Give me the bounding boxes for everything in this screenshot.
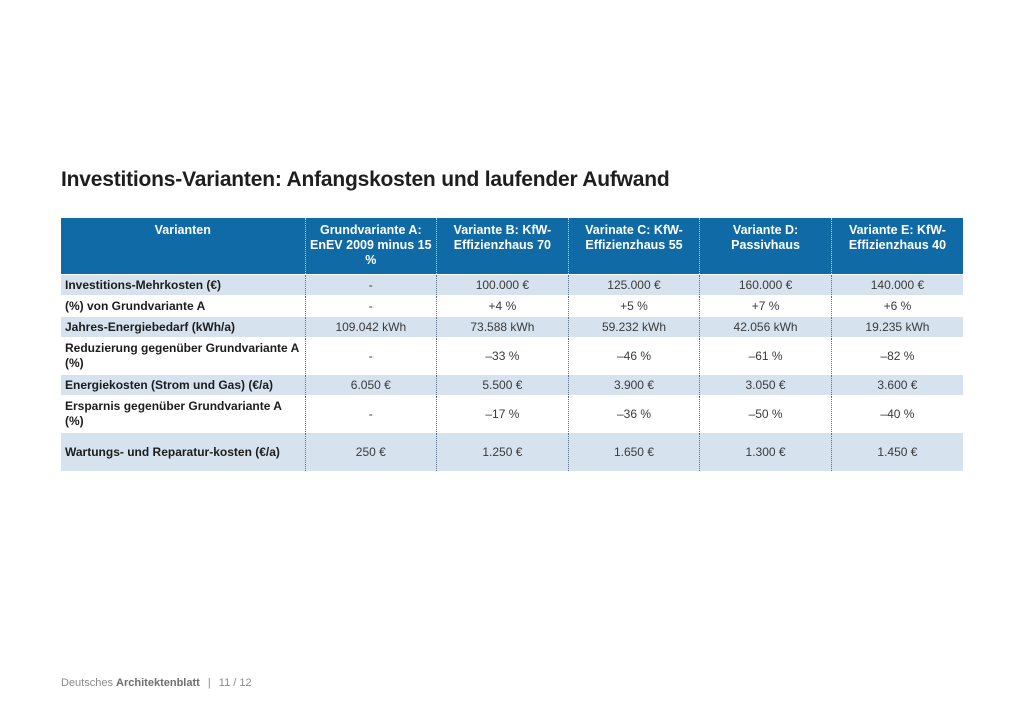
- table-cell: 73.588 kWh: [437, 317, 569, 338]
- table-cell: 140.000 €: [831, 275, 963, 296]
- table-cell: 1.450 €: [831, 433, 963, 472]
- table-cell: –61 %: [700, 338, 832, 375]
- table-cell: –40 %: [831, 396, 963, 433]
- column-header-variante-b: Variante B: KfW-Effizienzhaus 70: [437, 218, 569, 275]
- row-label: (%) von Grundvariante A: [61, 296, 305, 317]
- column-header-varianten: Varianten: [61, 218, 305, 275]
- table-cell: 109.042 kWh: [305, 317, 437, 338]
- table-cell: 125.000 €: [568, 275, 700, 296]
- table-cell: 5.500 €: [437, 375, 569, 396]
- page-footer: [61, 677, 252, 689]
- footer-separator: |: [207, 677, 211, 689]
- table-cell: -: [305, 296, 437, 317]
- table-cell: –17 %: [437, 396, 569, 433]
- row-label: Investitions-Mehrkosten (€): [61, 275, 305, 296]
- table-cell: -: [305, 275, 437, 296]
- column-header-grundvariante-a: Grundvariante A: EnEV 2009 minus 15 %: [305, 218, 437, 275]
- column-header-variante-c: Varinate C: KfW-Effizienzhaus 55: [568, 218, 700, 275]
- table-cell: 100.000 €: [437, 275, 569, 296]
- table-cell: 59.232 kWh: [568, 317, 700, 338]
- row-label: Energiekosten (Strom und Gas) (€/a): [61, 375, 305, 396]
- table-row: [61, 338, 963, 375]
- table-cell: 250 €: [305, 433, 437, 472]
- table-cell: -: [305, 338, 437, 375]
- row-label: Reduzierung gegenüber Grundvariante A (%): [61, 338, 305, 375]
- table-cell: 1.250 €: [437, 433, 569, 472]
- footer-publication-light: Deutsches: [61, 677, 113, 689]
- table-cell: +6 %: [831, 296, 963, 317]
- page-title: Investitions-Varianten: Anfangskosten und laufender Aufwand: [61, 168, 670, 191]
- table-cell: 1.300 €: [700, 433, 832, 472]
- table-row: [61, 396, 963, 433]
- table-cell: –82 %: [831, 338, 963, 375]
- table-cell: +4 %: [437, 296, 569, 317]
- table-cell: 19.235 kWh: [831, 317, 963, 338]
- table-cell: +5 %: [568, 296, 700, 317]
- table-cell: –50 %: [700, 396, 832, 433]
- table-cell: 1.650 €: [568, 433, 700, 472]
- table-cell: 6.050 €: [305, 375, 437, 396]
- row-label: Wartungs- und Reparatur-kosten (€/a): [61, 433, 305, 472]
- variants-table: [61, 218, 963, 471]
- footer-publication-bold: Architektenblatt: [116, 677, 200, 689]
- table-row: [61, 317, 963, 338]
- table-cell: –46 %: [568, 338, 700, 375]
- table-cell: 3.600 €: [831, 375, 963, 396]
- table-header-row: [61, 218, 963, 275]
- table-cell: 160.000 €: [700, 275, 832, 296]
- row-label: Ersparnis gegenüber Grundvariante A (%): [61, 396, 305, 433]
- table-cell: –33 %: [437, 338, 569, 375]
- table-row: [61, 375, 963, 396]
- table-cell: 3.900 €: [568, 375, 700, 396]
- table-row: [61, 275, 963, 296]
- table-cell: –36 %: [568, 396, 700, 433]
- table-cell: 42.056 kWh: [700, 317, 832, 338]
- column-header-variante-e: Variante E: KfW-Effizienzhaus 40: [831, 218, 963, 275]
- column-header-variante-d: Variante D: Passivhaus: [700, 218, 832, 275]
- table-cell: -: [305, 396, 437, 433]
- table-row: [61, 433, 963, 472]
- table-cell: 3.050 €: [700, 375, 832, 396]
- table-row: [61, 296, 963, 317]
- table-cell: +7 %: [700, 296, 832, 317]
- footer-page-number: 11 / 12: [218, 677, 252, 689]
- row-label: Jahres-Energiebedarf (kWh/a): [61, 317, 305, 338]
